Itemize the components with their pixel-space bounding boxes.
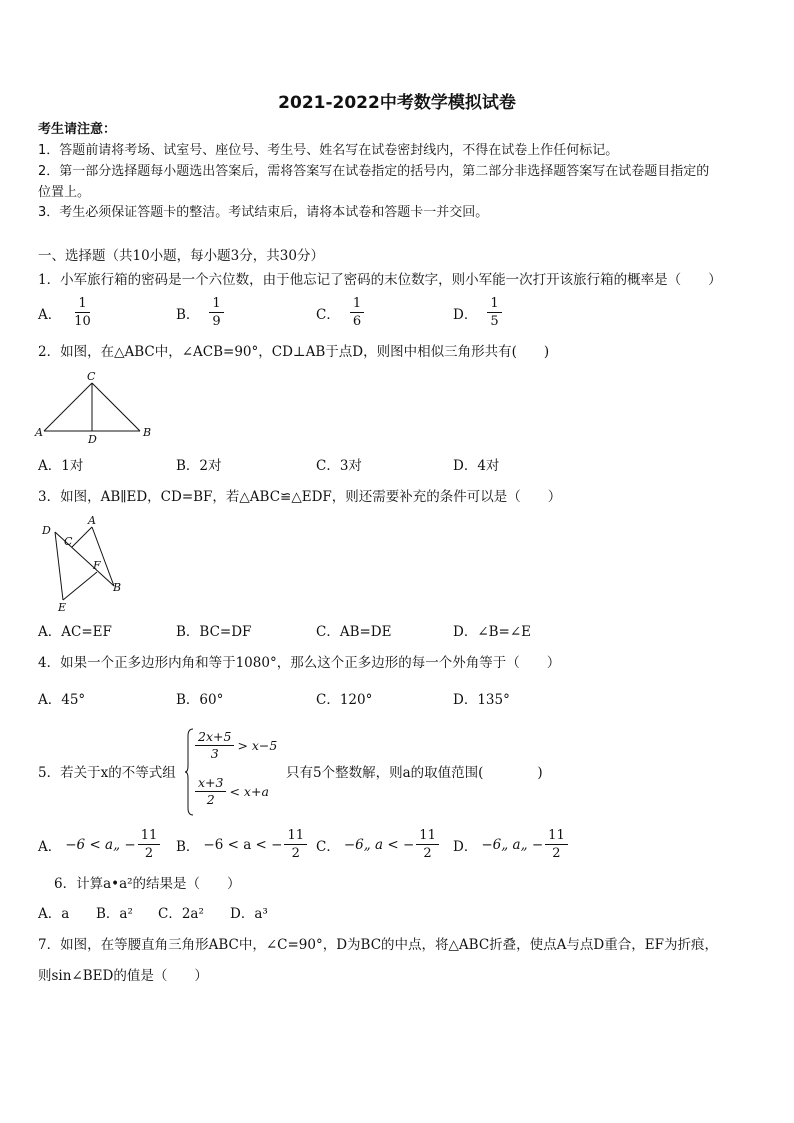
notice-item-2: 2．第一部分选择题每小题选出答案后，需将答案写在试卷指定的括号内，第二部分非选择题答案写在试卷题目指定的 — [38, 164, 710, 179]
denominator: 2 — [206, 792, 215, 807]
question-3-stem: 3．如图，AB∥ED，CD=BF，若△ABC≌△EDF，则还需要补充的条件可以是（ ） — [38, 489, 562, 505]
denominator: 3 — [210, 746, 219, 761]
numerator: 11 — [138, 828, 161, 845]
denominator: 6 — [352, 314, 362, 329]
point-label-c: C — [87, 370, 96, 383]
question-7-stem-line-1: 7．如图，在等腰直角三角形ABC中，∠C=90°，D为BC的中点，将△ABC折叠，使点A与点D重合，EF为折痕， — [38, 937, 718, 953]
point-label-f: F — [93, 559, 101, 572]
triangle-abc-figure — [34, 370, 156, 444]
numerator: 2x+5 — [195, 730, 234, 746]
question-4-option-d[interactable]: D．135° — [453, 692, 510, 708]
numerator: 11 — [545, 828, 568, 845]
segment-de — [55, 532, 63, 600]
question-6-option-c[interactable]: C．2a² — [158, 906, 204, 922]
congruent-triangles-figure — [36, 512, 132, 616]
question-5-suffix: 只有5个整数解，则a的取值范围( ) — [286, 765, 543, 781]
question-6-stem: 6．计算a•a²的结果是（ ） — [54, 876, 241, 892]
point-label-d: D — [42, 524, 51, 537]
question-5-option-c[interactable] — [316, 828, 439, 861]
numerator: 1 — [75, 296, 89, 313]
section-heading: 一、选择题（共10小题，每小题3分，共30分） — [38, 248, 324, 264]
point-label-a: A — [35, 426, 43, 439]
numerator: 1 — [350, 296, 364, 313]
notice-item-2-cont: 位置上。 — [38, 185, 91, 200]
segment-ab — [92, 527, 114, 586]
denominator: 10 — [74, 314, 91, 329]
question-5-prefix: 5．若关于x的不等式组 — [38, 765, 176, 781]
segment-ef — [63, 572, 97, 600]
point-label-d: D — [88, 433, 97, 444]
page-title: 2021-2022中考数学模拟试卷 — [278, 93, 516, 113]
option-label: B． — [176, 306, 200, 323]
segment-ac — [72, 527, 92, 547]
question-4-option-a[interactable]: A．45° — [38, 692, 86, 708]
question-2-option-a[interactable]: A．1对 — [38, 458, 84, 474]
fraction — [71, 296, 94, 329]
point-label-e: E — [58, 601, 67, 614]
option-label: A． — [38, 838, 62, 855]
question-3-option-a[interactable]: A．AC=EF — [38, 624, 112, 640]
segment-bc — [92, 383, 140, 431]
fraction — [545, 828, 568, 861]
inequality-1-rest: > x−5 — [237, 738, 278, 753]
option-expr: −6„ a„ − — [481, 836, 544, 853]
option-expr: −6„ a < − — [343, 836, 415, 853]
numerator: 11 — [284, 828, 307, 845]
segment-ac — [44, 383, 92, 431]
question-3-option-c[interactable]: C．AB=DE — [316, 624, 392, 640]
option-label: D． — [453, 838, 478, 855]
question-3-option-b[interactable]: B．BC=DF — [176, 624, 252, 640]
fraction — [195, 730, 234, 761]
question-5-option-a[interactable] — [38, 828, 160, 861]
left-brace-icon — [185, 728, 195, 816]
denominator: 2 — [423, 846, 432, 861]
question-1-option-c[interactable] — [316, 296, 364, 329]
question-1-option-b[interactable] — [176, 296, 224, 329]
question-1-stem: 1．小军旅行箱的密码是一个六位数，由于他忘记了密码的末位数字，则小军能一次打开该旅行箱的概率是（ ） — [38, 272, 722, 288]
point-label-c: C — [64, 535, 73, 548]
question-2-option-b[interactable]: B．2对 — [176, 458, 222, 474]
question-1-option-a[interactable] — [38, 296, 94, 329]
notice-item-3: 3．考生必须保证答题卡的整洁。考试结束后，请将本试卷和答题卡一并交回。 — [38, 205, 489, 220]
question-2-option-c[interactable]: C．3对 — [316, 458, 362, 474]
question-1-option-d[interactable] — [453, 296, 502, 329]
question-4-option-b[interactable]: B．60° — [176, 692, 224, 708]
inequality-1 — [195, 730, 277, 761]
question-4-stem: 4．如果一个正多边形内角和等于1080°，那么这个正多边形的每一个外角等于（ ） — [38, 655, 561, 671]
fraction — [487, 296, 501, 329]
question-5-option-d[interactable] — [453, 828, 568, 861]
option-label: B． — [176, 838, 200, 855]
question-7-stem-line-2: 则sin∠BED的值是（ ） — [38, 968, 208, 984]
question-2-stem: 2．如图，在△ABC中，∠ACB=90°，CD⊥AB于点D，则图中相似三角形共有( ) — [38, 344, 550, 360]
fraction — [416, 828, 439, 861]
fraction — [138, 828, 161, 861]
option-label: A． — [38, 306, 62, 323]
option-label: C． — [316, 306, 340, 323]
inequality-2-rest: < x+a — [229, 784, 269, 799]
question-4-option-c[interactable]: C．120° — [316, 692, 373, 708]
question-3-option-d[interactable]: D．∠B=∠E — [453, 624, 532, 640]
question-2-option-d[interactable]: D．4对 — [453, 458, 500, 474]
point-label-b: B — [143, 426, 152, 439]
numerator: 1 — [487, 296, 501, 313]
question-5-option-b[interactable] — [176, 828, 307, 861]
inequality-system — [185, 728, 285, 816]
notice-item-1: 1．答题前请将考场、试室号、座位号、考生号、姓名写在试卷密封线内，不得在试卷上作任何标记。 — [38, 143, 619, 158]
question-6-option-a[interactable]: A．a — [38, 906, 70, 922]
fraction — [195, 776, 226, 807]
denominator: 2 — [144, 846, 154, 861]
numerator: 11 — [416, 828, 439, 845]
numerator: 1 — [209, 296, 223, 313]
point-label-b: B — [113, 581, 122, 594]
fraction — [209, 296, 223, 329]
question-6-option-d[interactable]: D．a³ — [230, 906, 268, 922]
question-6-option-b[interactable]: B．a² — [96, 906, 133, 922]
numerator: x+3 — [195, 776, 226, 792]
option-expr: −6 < a„ − — [65, 836, 136, 853]
denominator: 2 — [291, 846, 300, 861]
point-label-a: A — [88, 514, 96, 527]
inequality-2 — [195, 776, 269, 807]
notice-heading: 考生请注意： — [38, 122, 117, 137]
option-label: D． — [453, 306, 478, 323]
denominator: 5 — [490, 314, 499, 329]
denominator: 9 — [212, 314, 221, 329]
denominator: 2 — [552, 846, 561, 861]
fraction — [284, 828, 307, 861]
option-expr: −6 < a < − — [203, 836, 283, 853]
option-label: C． — [316, 838, 340, 855]
fraction — [350, 296, 364, 329]
